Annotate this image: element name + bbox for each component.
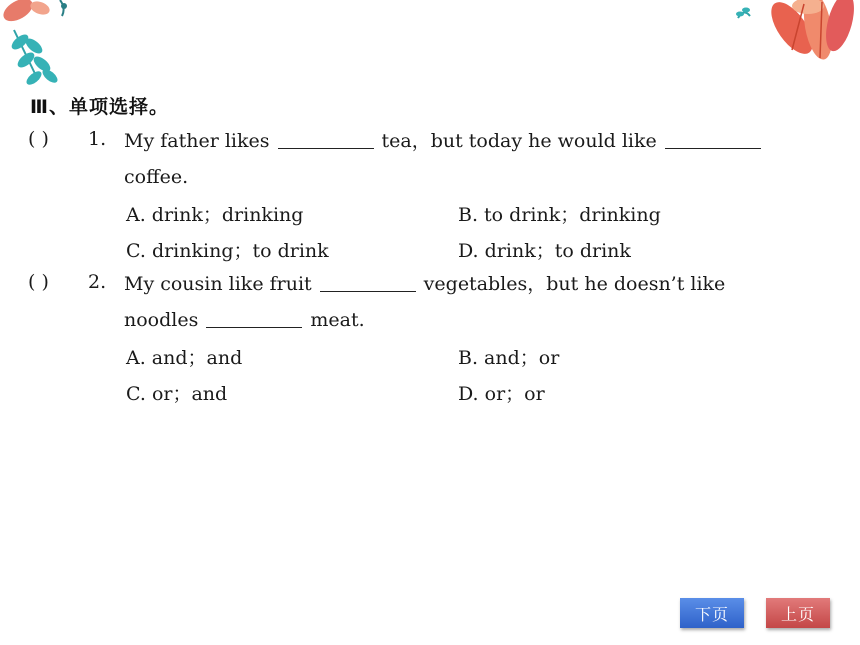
option-b: B. to drink；drinking xyxy=(458,204,661,226)
answer-blank xyxy=(320,273,416,292)
question-number: 2. xyxy=(88,271,107,293)
option-d: D. or；or xyxy=(458,383,545,405)
question-text: noodles xyxy=(124,309,199,331)
question-text: My father likes xyxy=(124,130,270,152)
question-text-line-2 xyxy=(124,307,365,333)
answer-paren: ( ) xyxy=(28,271,49,293)
option-b: B. and；or xyxy=(458,347,560,369)
question-text: meat. xyxy=(310,309,365,331)
question-text-line-1 xyxy=(124,128,769,154)
question-text: vegetables，but he doesn’t like xyxy=(423,273,726,295)
option-c: C. drinking；to drink xyxy=(126,240,329,262)
question-text: tea，but today he would like xyxy=(381,130,657,152)
question-text-line-1 xyxy=(124,271,725,297)
next-page-button[interactable]: 下页 xyxy=(680,598,744,628)
option-a: A. and；and xyxy=(126,347,243,369)
section-title: Ⅲ、单项选择。 xyxy=(30,96,169,118)
previous-page-button[interactable]: 上页 xyxy=(766,598,830,628)
option-d: D. drink；to drink xyxy=(458,240,631,262)
top-left-leaf-decoration xyxy=(0,0,90,95)
question-text-line-2: coffee. xyxy=(124,166,189,188)
answer-blank xyxy=(206,309,302,328)
answer-blank xyxy=(278,130,374,149)
top-right-leaf-decoration xyxy=(730,0,860,72)
question-number: 1. xyxy=(88,128,107,150)
question-text: My cousin like fruit xyxy=(124,273,312,295)
option-c: C. or；and xyxy=(126,383,228,405)
option-a: A. drink；drinking xyxy=(126,204,304,226)
answer-paren: ( ) xyxy=(28,128,49,150)
answer-blank xyxy=(665,130,761,149)
